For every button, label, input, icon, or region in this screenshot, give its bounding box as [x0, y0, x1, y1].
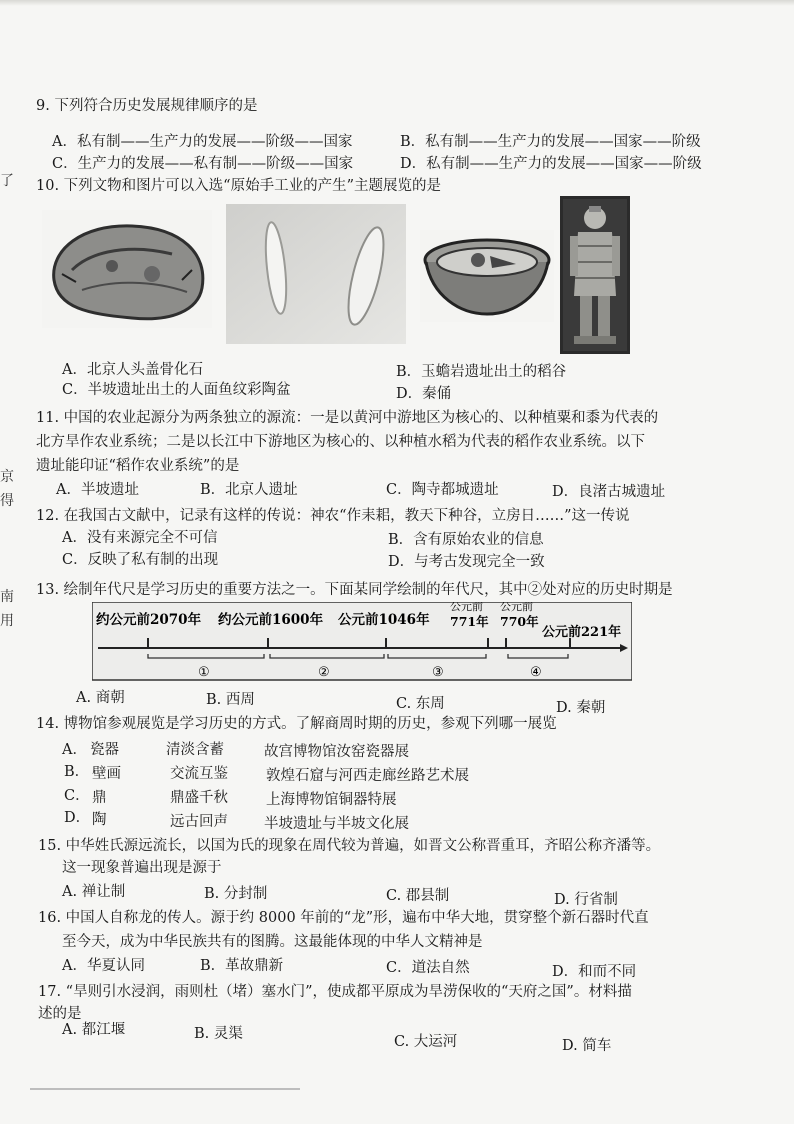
q16-option-c: C．道法自然	[386, 960, 470, 976]
question-15-stem-line2: 这一现象普遍出现是源于	[62, 860, 222, 876]
option-item: 瓷器	[90, 742, 119, 758]
timeline-label-1046: 公元前1046年	[338, 612, 430, 628]
q15-option-c: C. 郡县制	[386, 888, 450, 904]
q11-option-a: A．半坡遗址	[56, 482, 139, 498]
q16-option-d: D．和而不同	[552, 964, 637, 980]
timeline-mark-1: ①	[198, 665, 210, 680]
question-11-stem-line1: 11. 中国的农业起源分为两条独立的源流：一是以黄河中游地区为核心的、以种植粟和黍为代表的	[36, 410, 659, 426]
timeline-mark-2: ②	[318, 665, 330, 680]
q12-option-a: A．没有来源完全不可信	[62, 530, 218, 546]
option-theme: 远古回声	[170, 814, 228, 830]
q17-option-b: B. 灵渠	[194, 1026, 243, 1042]
q10-option-d: D．秦俑	[396, 386, 452, 402]
option-item: 陶	[92, 812, 107, 828]
q17-option-c: C. 大运河	[394, 1034, 458, 1050]
option-item: 壁画	[92, 766, 121, 782]
timeline-label-771: 771年	[450, 614, 489, 629]
q16-option-a: A．华夏认同	[62, 958, 145, 974]
q12-option-d: D．与考古发现完全一致	[388, 554, 545, 570]
q12-option-c: C．反映了私有制的出现	[62, 552, 219, 568]
question-16-stem-line1: 16. 中国人自称龙的传人。源于约 8000 年前的“龙”形，遍布中华大地，贯穿整个新石器时代直	[38, 910, 649, 926]
question-9-stem: 9. 下列符合历史发展规律顺序的是	[36, 98, 258, 114]
margin-char: 了	[0, 173, 14, 189]
margin-char: 得	[0, 493, 14, 509]
q10-option-c: C．半坡遗址出土的人面鱼纹彩陶盆	[62, 382, 291, 398]
q10-option-a: A．北京人头盖骨化石	[62, 362, 203, 378]
option-exhibition: 上海博物馆铜器特展	[266, 792, 397, 808]
q13-option-d: D. 秦朝	[556, 700, 606, 716]
scan-shadow	[0, 0, 794, 6]
question-17-stem-line2: 述的是	[38, 1006, 82, 1022]
q16-option-b: B．革故鼎新	[200, 958, 284, 974]
timeline-label-2070: 约公元前2070年	[96, 612, 202, 628]
q9-option-c: C．生产力的发展——私有制——阶级——国家	[52, 156, 354, 172]
option-theme: 清淡含蓄	[166, 742, 224, 758]
question-12-stem: 12. 在我国古文献中，记录有这样的传说：神农“作耒耜，教天下种谷，立房日……”这一传说	[36, 508, 630, 524]
q15-option-b: B. 分封制	[204, 886, 268, 902]
q11-option-b: B．北京人遗址	[200, 482, 298, 498]
question-16-stem-line2: 至今天，成为中华民族共有的图腾。这最能体现的中华人文精神是	[62, 934, 483, 950]
question-11-stem-line2: 北方旱作农业系统；二是以长江中下游地区为核心的、以种植水稻为代表的稻作农业系统。以下	[36, 434, 645, 450]
option-letter: D．	[64, 810, 91, 826]
option-theme: 鼎盛千秋	[170, 790, 228, 806]
timeline-svg	[92, 602, 632, 682]
skull-fossil-image	[42, 210, 212, 328]
q15-option-a: A. 禅让制	[62, 884, 126, 900]
margin-char: 南	[0, 589, 14, 605]
q13-option-a: A. 商朝	[76, 690, 125, 706]
q12-option-b: B．含有原始农业的信息	[388, 532, 544, 548]
option-letter: C．	[64, 788, 90, 804]
q13-option-b: B. 西周	[206, 692, 255, 708]
painted-pottery-basin-image	[420, 230, 554, 322]
q17-option-d: D. 简车	[562, 1038, 612, 1054]
q9-option-a: A．私有制——生产力的发展——阶级——国家	[52, 134, 353, 150]
question-15-stem-line1: 15. 中华姓氏源远流长，以国为氏的现象在周代较为普遍，如晋文公称晋重耳，齐昭公称齐潘等。	[38, 838, 661, 854]
timeline-label-771-prefix: 公元前	[450, 602, 483, 613]
timeline-label-770: 770年	[500, 614, 539, 629]
q10-option-b: B．玉蟾岩遗址出土的稻谷	[396, 364, 567, 380]
timeline-label-770-prefix: 公元前	[500, 602, 533, 613]
question-13-stem: 13. 绘制年代尺是学习历史的重要方法之一。下面某同学绘制的年代尺，其中②处对应的历史时期是	[36, 582, 673, 598]
q13-option-c: C. 东周	[396, 696, 445, 712]
q9-option-d: D．私有制——生产力的发展——国家——阶级	[400, 156, 702, 172]
timeline-mark-3: ③	[432, 665, 444, 680]
rice-grain-image	[226, 204, 406, 344]
timeline-mark-4: ④	[530, 665, 542, 680]
option-item: 鼎	[92, 790, 107, 806]
option-letter: A．	[62, 742, 87, 758]
margin-char: 京	[0, 469, 14, 485]
option-theme: 交流互鉴	[170, 766, 228, 782]
timeline-label-221: 公元前221年	[542, 625, 622, 640]
question-10-stem: 10. 下列文物和图片可以入选“原始手工业的产生”主题展览的是	[36, 178, 441, 194]
q9-option-b: B．私有制——生产力的发展——国家——阶级	[400, 134, 701, 150]
option-exhibition: 半坡遗址与半坡文化展	[264, 816, 409, 832]
option-exhibition: 敦煌石窟与河西走廊丝路艺术展	[266, 768, 469, 784]
timeline-chart	[92, 602, 632, 682]
margin-char: 用	[0, 613, 14, 629]
q11-option-c: C．陶寺都城遗址	[386, 482, 499, 498]
option-letter: B．	[64, 764, 90, 780]
q17-option-a: A. 都江堰	[62, 1022, 126, 1038]
question-17-stem-line1: 17. “旱则引水浸润，雨则杜（堵）塞水门”，使成都平原成为旱涝保收的“天府之国”。材料描	[38, 984, 632, 1000]
question-14-stem: 14. 博物馆参观展览是学习历史的方式。了解商周时期的历史，参观下列哪一展览	[36, 716, 557, 732]
question-11-stem-line3: 遗址能印证“稻作农业系统”的是	[36, 458, 240, 474]
q11-option-d: D．良渚古城遗址	[552, 484, 666, 500]
timeline-label-1600: 约公元前1600年	[218, 612, 324, 628]
terracotta-warrior-image	[560, 196, 630, 354]
bottom-divider	[30, 1088, 300, 1090]
q15-option-d: D. 行省制	[554, 892, 618, 908]
option-exhibition: 故宫博物馆汝窑瓷器展	[264, 744, 409, 760]
